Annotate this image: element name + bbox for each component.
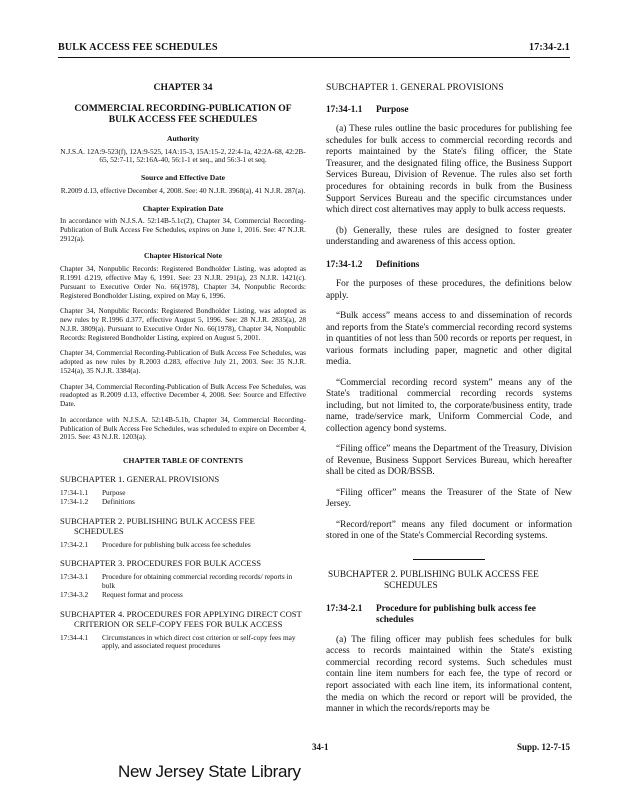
- toc-subchapter: SUBCHAPTER 2. PUBLISHING BULK ACCESS FEE SCHEDULES: [60, 516, 255, 537]
- running-head: [58, 42, 570, 56]
- expiration-heading: Chapter Expiration Date: [142, 203, 224, 213]
- section-heading: [326, 260, 572, 272]
- right-column: [326, 80, 572, 716]
- body-paragraph: (a) These rules outline the basic procedures for publishing fee schedules for bulk access to commercial recording records and reports maintained by the State's filing officer, the State Treasurer, and the designated filing office, the Business Support Services Bureau, Division of Revenue. The rules also set forth procedures for obtaining records in bulk from the Business Support Services Bureau and the specific circumstances under which direct cost alternatives may apply to bulk access requests.: [326, 124, 572, 216]
- source-text: R.2009 d.13, effective December 4, 2008. See: 40 N.J.R. 3968(a), 41 N.J.R. 287(a).: [60, 186, 306, 196]
- toc-subchapter: SUBCHAPTER 3. PROCEDURES FOR BULK ACCESS: [60, 558, 262, 569]
- library-watermark: New Jersey State Library: [118, 762, 301, 781]
- toc-subchapter: SUBCHAPTER 1. GENERAL PROVISIONS: [60, 474, 220, 485]
- supplement-date: Supp. 12-7-15: [516, 742, 570, 752]
- toc-entry-number: 17:34-1.2: [60, 497, 89, 507]
- toc-entry-number: 17:34-3.2: [60, 590, 89, 600]
- subchapter-heading: SUBCHAPTER 1. GENERAL PROVISIONS: [326, 82, 504, 93]
- source-heading: Source and Effective Date: [140, 173, 225, 183]
- toc-entry-number: 17:34-1.1: [60, 487, 89, 497]
- header-rule: [58, 57, 570, 58]
- body-paragraph: (b) Generally, these rules are designed to foster greater understanding and awareness of this access option.: [326, 225, 572, 248]
- toc-entry-number: 17:34-4.1: [60, 632, 89, 642]
- section-title: Definitions: [376, 259, 420, 270]
- toc-entry-title: Request format and process: [102, 590, 183, 600]
- section-heading: [326, 105, 572, 117]
- chapter-title: COMMERCIAL RECORDING-PUBLICATION OF BULK ACCESS FEE SCHEDULES: [74, 102, 292, 125]
- section-title: Purpose: [376, 104, 409, 115]
- left-column: [60, 80, 306, 651]
- toc-entry-title: Procedure for obtaining commercial recording records/ reports in bulk: [102, 571, 293, 590]
- toc-entry-number: 17:34-3.1: [60, 571, 89, 581]
- toc-entry[interactable]: [60, 591, 306, 600]
- section-number: 17:34-1.2: [326, 259, 363, 270]
- history-paragraph: Chapter 34, Commercial Recording-Publication of Bulk Access Fee Schedules, was adopted as new rules by R.2003 d.283, effective July 21, 2003. See: 35 N.J.R. 1524(a), 35 N.J.R. 3384(a).: [60, 348, 306, 375]
- subchapter-heading-line: SCHEDULES: [384, 581, 438, 592]
- toc-entry-title: Purpose: [102, 487, 126, 497]
- toc-entry-number: 17:34-2.1: [60, 539, 89, 549]
- toc-entry-title: Circumstances in which direct cost criterion or self-copy fees may apply, and associated request procedures: [102, 632, 296, 651]
- definition-paragraph: “Filing officer” means the Treasurer of the State of New Jersey.: [326, 487, 572, 510]
- section-divider: [413, 559, 485, 560]
- body-paragraph: (a) The filing officer may publish fees schedules for bulk access to records maintained within the State's existing commercial recording record systems. Such schedules must contain line item numbers for each fee, the type of record or report associated with each line item, its informational content, the media on which the record or report will be provided, the manner in which the records/reports may be: [326, 634, 572, 715]
- definition-paragraph: “Commercial recording record system” means any of the State's traditional commercial recording records systems including, but not limited to, the corporate/business entity, trade name, trade/service mark, Uniform Commercial Code, and collection agency bond systems.: [326, 377, 572, 434]
- section-number: 17:34-1.1: [326, 104, 363, 115]
- running-head-right: 17:34-2.1: [529, 42, 570, 53]
- toc-subchapter: SUBCHAPTER 4. PROCEDURES FOR APPLYING DIRECT COST CRITERION OR SELF-COPY FEES FOR BULK ACCESS: [60, 609, 302, 630]
- section-title: Procedure for publishing bulk access fee schedules: [376, 603, 536, 626]
- history-heading: Chapter Historical Note: [144, 251, 222, 261]
- authority-text: N.J.S.A. 12A:9-523(f), 12A:9-525, 14A:15-3, 15A:15-2, 22:4-1a, 42:2A-68, 42:2B-65, 52:7-11, 52:16A-40, 56:1-1 et seq., and 56:3-1 et seq.: [60, 146, 306, 165]
- body-paragraph: For the purposes of these procedures, the definitions below apply.: [326, 279, 572, 301]
- history-paragraph: Chapter 34, Commercial Recording-Publication of Bulk Access Fee Schedules, was readopted as R.2009 d.13, effective December 4, 2008. See: Source and Effective Date.: [60, 381, 306, 409]
- expiration-text: In accordance with N.J.S.A. 52:14B-5.1c(2), Chapter 34, Commercial Recording-Publication of Bulk Access Fee Schedules, expires on June 1, 2016. See: 47 N.J.R. 2912(a).: [60, 216, 306, 243]
- toc-heading: CHAPTER TABLE OF CONTENTS: [123, 456, 243, 466]
- toc-entry[interactable]: [60, 541, 306, 550]
- history-paragraph: Chapter 34, Nonpublic Records: Registered Bondholder Listing, was adopted as R.1991 d.219, effective May 6, 1991. See: 23 N.J.R. 291(a), 23 N.J.R. 1421(c). Pursuant to Executive Order No. 66(1978), Chapter 34, Nonpublic Records: Registered Bondholder Listing, expired on May 6, 1996.: [60, 264, 306, 300]
- running-head-left: BULK ACCESS FEE SCHEDULES: [58, 42, 218, 53]
- section-number: 17:34-2.1: [326, 603, 363, 614]
- toc-entry-title: Procedure for publishing bulk access fee schedules: [102, 539, 251, 549]
- page-number: 34-1: [312, 742, 329, 752]
- definition-paragraph: “Record/report” means any filed document or information stored in one of the State's Commercial Recording systems.: [326, 519, 572, 542]
- toc-entry[interactable]: [60, 489, 306, 498]
- toc-entry[interactable]: [60, 573, 306, 591]
- toc-entry[interactable]: [60, 634, 306, 652]
- section-heading: [326, 604, 572, 627]
- toc-entry-title: Definitions: [102, 497, 135, 507]
- subchapter-heading-line: SUBCHAPTER 2. PUBLISHING BULK ACCESS FEE: [328, 569, 539, 580]
- authority-heading: Authority: [166, 133, 200, 143]
- toc-entry[interactable]: [60, 498, 306, 507]
- chapter-number: CHAPTER 34: [153, 82, 213, 93]
- history-paragraph: Chapter 34, Nonpublic Records: Registered Bondholder Listing, was adopted as new rules by R.1996 d.377, effective August 5, 1996. See: 28 N.J.R. 2835(a), 28 N.J.R. 3809(a). Pursuant to Executive Order No. 66(1978), Chapter 34, Nonpublic Records: Registered Bondholder Listing, expired on August 5, 2001.: [60, 306, 306, 342]
- definition-paragraph: “Filing office” means the Department of the Treasury, Division of Revenue, Business Support Services Bureau, which hereafter shall be cited as DOR/BSSB.: [326, 444, 572, 478]
- history-paragraph: In accordance with N.J.S.A. 52:14B-5.1b, Chapter 34, Commercial Recording-Publication of Bulk Access Fee Schedules, was scheduled to expire on December 4, 2015. See: 43 N.J.R. 1203(a).: [60, 414, 306, 442]
- subchapter-heading: [326, 570, 572, 593]
- definition-paragraph: “Bulk access” means access to and dissemination of records and reports from the State's commercial recording record systems in quantities of not less than 500 records or reports per request, in various formats including paper, magnetic and other digital media.: [326, 311, 572, 368]
